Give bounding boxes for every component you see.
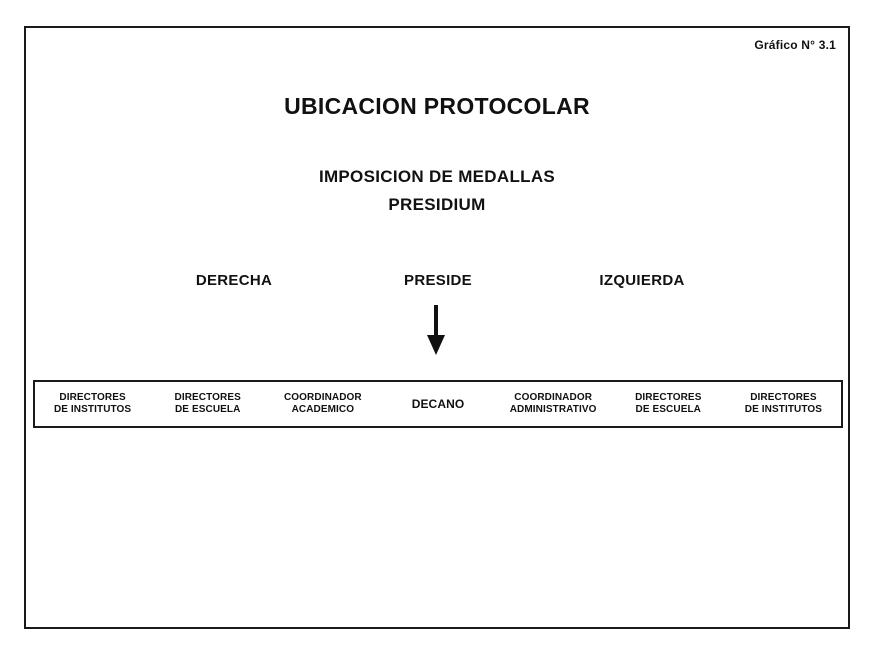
label-preside: PRESIDE — [404, 272, 472, 289]
arrow-down-icon — [426, 305, 446, 355]
seat-line-2: DE INSTITUTOS — [53, 404, 132, 415]
seat-line-1: DIRECTORES — [59, 392, 126, 403]
subtitle-ceremony: IMPOSICION DE MEDALLAS — [318, 167, 556, 186]
seat-line-1: DECANO — [411, 397, 465, 411]
seat-line-1: DIRECTORES — [174, 392, 241, 403]
label-right: DERECHA — [195, 272, 273, 289]
seat-line-1: COORDINADOR — [514, 392, 593, 403]
seat-line-1: DIRECTORES — [635, 392, 702, 403]
seat-line-2: ACADEMICO — [291, 404, 355, 415]
seat-decano — [380, 398, 495, 410]
seat-line-2: DE ESCUELA — [174, 404, 241, 415]
seat-coordinador-academico — [265, 392, 380, 416]
seat-directores-institutos-left — [726, 392, 841, 416]
seat-directores-escuela-left — [611, 392, 726, 416]
seat-line-2: ADMINISTRATIVO — [509, 404, 597, 415]
presidium-table — [33, 380, 843, 428]
seat-directores-institutos-right — [35, 392, 150, 416]
seat-line-1: DIRECTORES — [750, 392, 817, 403]
seat-directores-escuela-right — [150, 392, 265, 416]
subtitle-presidium: PRESIDIUM — [388, 195, 486, 214]
graph-number: Gráfico N° 3.1 — [754, 38, 836, 52]
seat-line-1: COORDINADOR — [283, 392, 362, 403]
seat-coordinador-administrativo — [496, 392, 611, 416]
seat-line-2: DE ESCUELA — [635, 404, 701, 415]
chart-frame — [24, 26, 850, 629]
page-title: UBICACION PROTOCOLAR — [284, 93, 590, 119]
label-left: IZQUIERDA — [599, 272, 685, 289]
seat-line-2: DE INSTITUTOS — [744, 404, 823, 415]
